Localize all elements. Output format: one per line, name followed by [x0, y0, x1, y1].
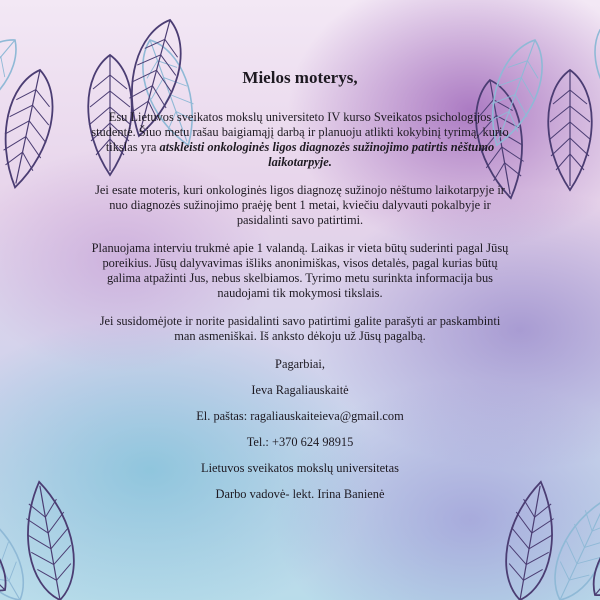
contact-paragraph: Jei susidomėjote ir norite pasidalinti savo patirtimi galite parašyti ar paskambinti man asmeniškai. Iš anksto dėkoju už Jūsų pagalbą.: [99, 314, 501, 343]
email-line: El. paštas: ragaliauskaiteieva@gmail.com: [196, 409, 404, 423]
university-line: Lietuvos sveikatos mokslų universitetas: [201, 461, 399, 475]
intro-text: Esu Lietuvos sveikatos mokslų universiteto IV kurso Sveikatos psichologijos studentė. Šiuo metu rašau baigiamąjį darbą ir planuoju atlikti kokybinį tyrimą, kurio tikslas yra: [91, 110, 509, 154]
letter-title: Mielos moterys,: [242, 68, 358, 87]
author-name: Ieva Ragaliauskaitė: [251, 383, 349, 397]
leaf-bottom-right-2: [542, 490, 600, 600]
closing: Pagarbiai,: [275, 357, 325, 371]
eligibility-paragraph: Jei esate moteris, kuri onkologinės ligos diagnozę sužinojo nėštumo laikotarpyje ir nuo diagnozės sužinojimo praėję bent 1 metai, kviečiu dalyvauti pokalbyje ir pasidalinti savo patirtimi.: [95, 183, 505, 227]
phone-line: Tel.: +370 624 98915: [246, 435, 354, 449]
intro-paragraph: [90, 110, 510, 170]
leaf-top-left-1: [0, 65, 61, 191]
leaf-top-left-2: [0, 27, 31, 139]
letter: [90, 68, 510, 513]
leaf-top-right-3: [548, 70, 592, 190]
leaf-top-right-4: [582, 21, 600, 140]
leaf-bottom-left-1: [18, 478, 82, 600]
research-aim: atskleisti onkologinės ligos diagnozės sužinojimo patirtis nėštumo laikotarpyje.: [159, 140, 495, 169]
interview-paragraph: Planuojama interviu trukmė apie 1 valandą. Laikas ir vieta būtų suderinti pagal Jūsų poreikius. Jūsų dalyvavimas išliks anonimiškas, visos detalės, pagal kurias būtų galima atpažinti Jus, nebus skelbiamos. Tyrimo metu surinkta informacija bus naudojami tik mokymosi tikslais.: [91, 241, 509, 300]
supervisor-line: Darbo vadovė- lekt. Irina Banienė: [215, 487, 385, 501]
